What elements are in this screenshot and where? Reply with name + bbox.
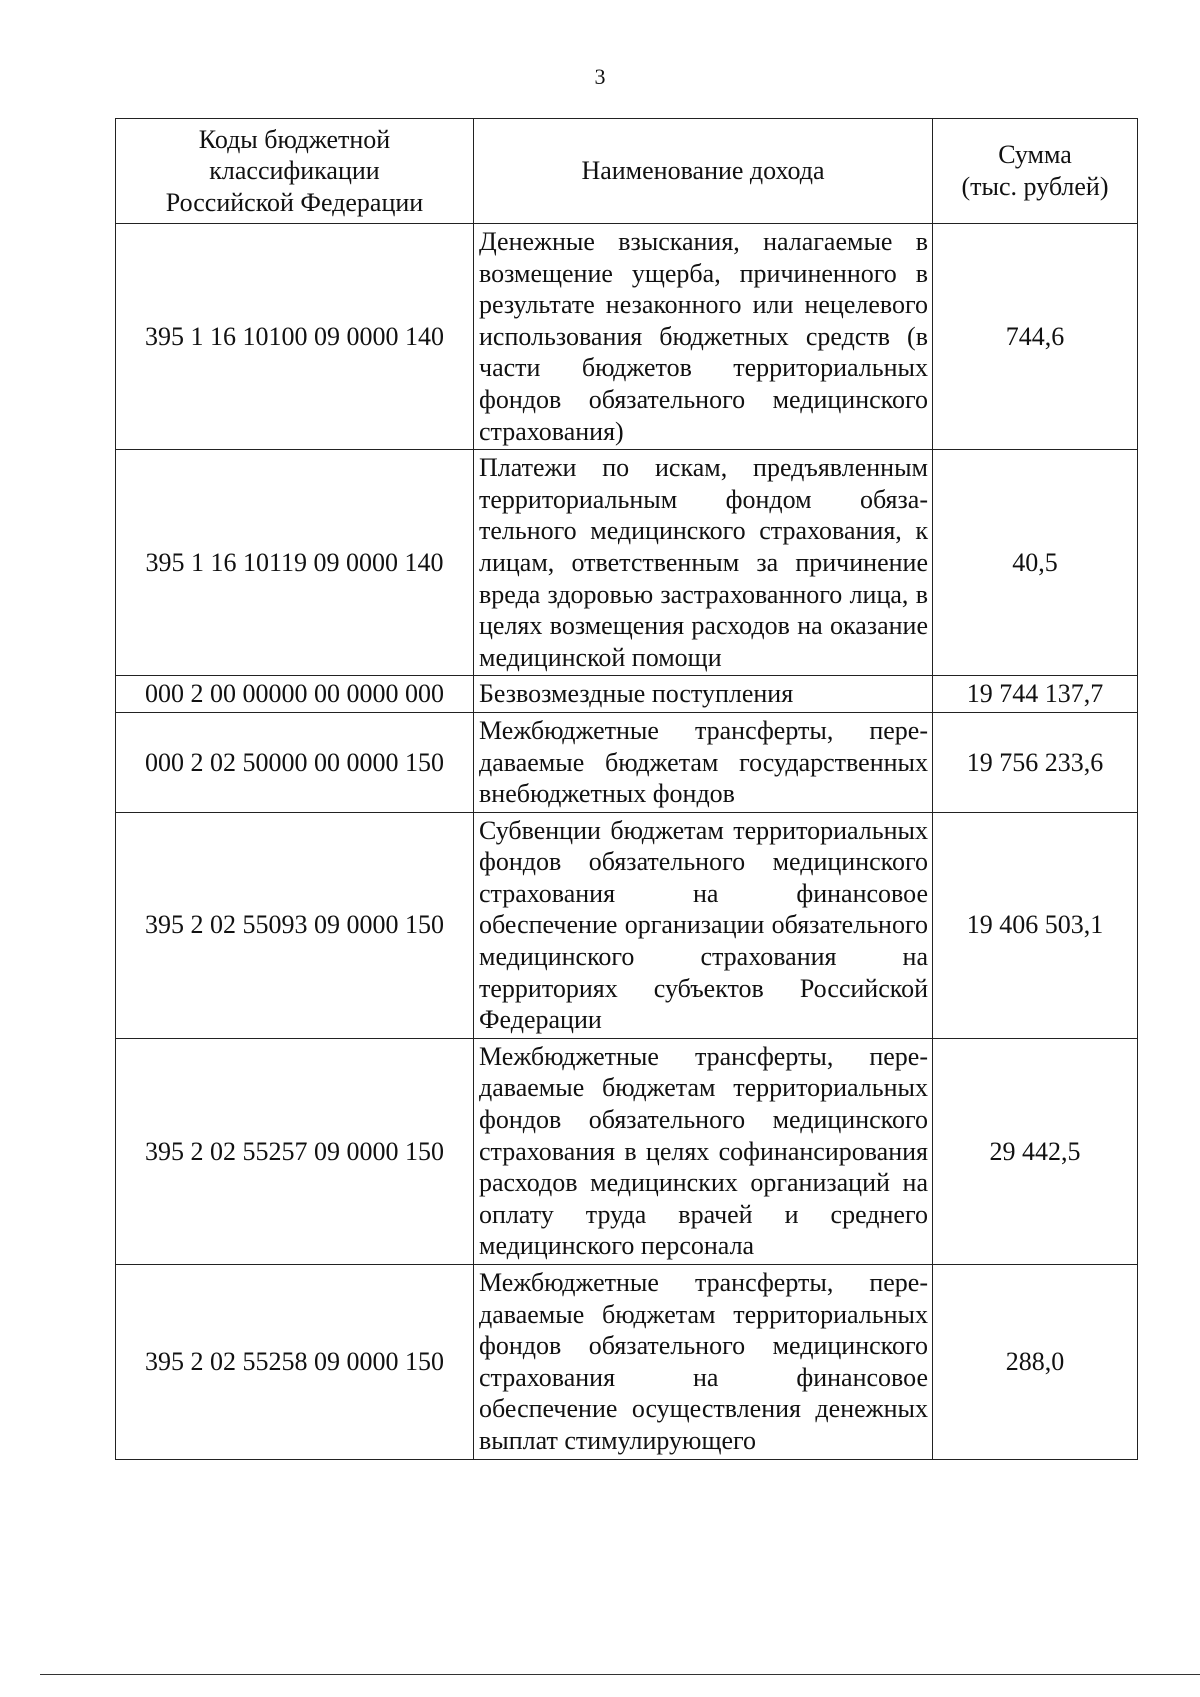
- table-row: [116, 224, 1138, 450]
- revenue-table: [115, 118, 1138, 1460]
- row-name: Межбюджетные трансферты, передаваемые бюджетам территориальных фондов обязательного медицинского страхования на финансовое обеспечение осуществления денежных выплат стимулирующего: [474, 1265, 933, 1460]
- row-name: Безвозмездные поступления: [474, 676, 933, 713]
- row-sum: 40,5: [933, 450, 1138, 676]
- row-sum: 19 744 137,7: [933, 676, 1138, 713]
- table-row: [116, 676, 1138, 713]
- page-number: 3: [594, 64, 606, 89]
- footer-divider: [40, 1674, 1200, 1675]
- header-name: Наименование дохода: [474, 119, 933, 224]
- row-name: Платежи по искам, предъявленным территориальным фондом обязательного медицинского страхования, к лицам, ответственным за причинение вреда здоровью застрахованного лица, в целях возмещения расходов на оказание медицинской помощи: [474, 450, 933, 676]
- header-sum: [933, 119, 1138, 224]
- row-code: 000 2 02 50000 00 0000 150: [116, 712, 474, 812]
- row-name: Субвенции бюджетам территориальных фондов обязательного медицинского страхования на финансовое обеспечение организации обязательного медицинского страхования на территориях субъектов Российской Федерации: [474, 812, 933, 1038]
- row-code: 395 2 02 55257 09 0000 150: [116, 1038, 474, 1264]
- header-sum-line: (тыс. рублей): [961, 172, 1109, 201]
- table-row: [116, 1265, 1138, 1460]
- row-sum: 288,0: [933, 1265, 1138, 1460]
- table-row: [116, 450, 1138, 676]
- header-code: [116, 119, 474, 224]
- header-sum-line: Сумма: [998, 140, 1072, 170]
- row-code: 395 1 16 10119 09 0000 140: [116, 450, 474, 676]
- row-sum: 29 442,5: [933, 1038, 1138, 1264]
- row-name: Межбюджетные трансферты, передаваемые бюджетам государственных внебюджетных фондов: [474, 712, 933, 812]
- row-sum: 19 406 503,1: [933, 812, 1138, 1038]
- row-code: 395 1 16 10100 09 0000 140: [116, 224, 474, 450]
- row-name: Межбюджетные трансферты, передаваемые бюджетам территориальных фондов обязательного медицинского страхования в целях софинансирования расходов медицинских организаций на оплату труда врачей и среднего медицинского персонала: [474, 1038, 933, 1264]
- table-row: [116, 1038, 1138, 1264]
- table-row: [116, 812, 1138, 1038]
- row-sum: 19 756 233,6: [933, 712, 1138, 812]
- header-code-line: Российской Федерации: [165, 187, 424, 217]
- row-code: 000 2 00 00000 00 0000 000: [116, 676, 474, 713]
- table-header-row: [116, 119, 1138, 224]
- row-code: 395 2 02 55258 09 0000 150: [116, 1265, 474, 1460]
- table-row: [116, 712, 1138, 812]
- header-code-line: Коды бюджетной: [198, 124, 391, 154]
- row-code: 395 2 02 55093 09 0000 150: [116, 812, 474, 1038]
- header-code-line: классификации: [209, 156, 380, 186]
- row-name: Денежные взыскания, налагаемые в возмещение ущерба, причиненного в результате незаконного или нецелевого использования бюджетных средств (в части бюджетов территориальных фондов обязательного медицинского страхования): [474, 224, 933, 450]
- row-sum: 744,6: [933, 224, 1138, 450]
